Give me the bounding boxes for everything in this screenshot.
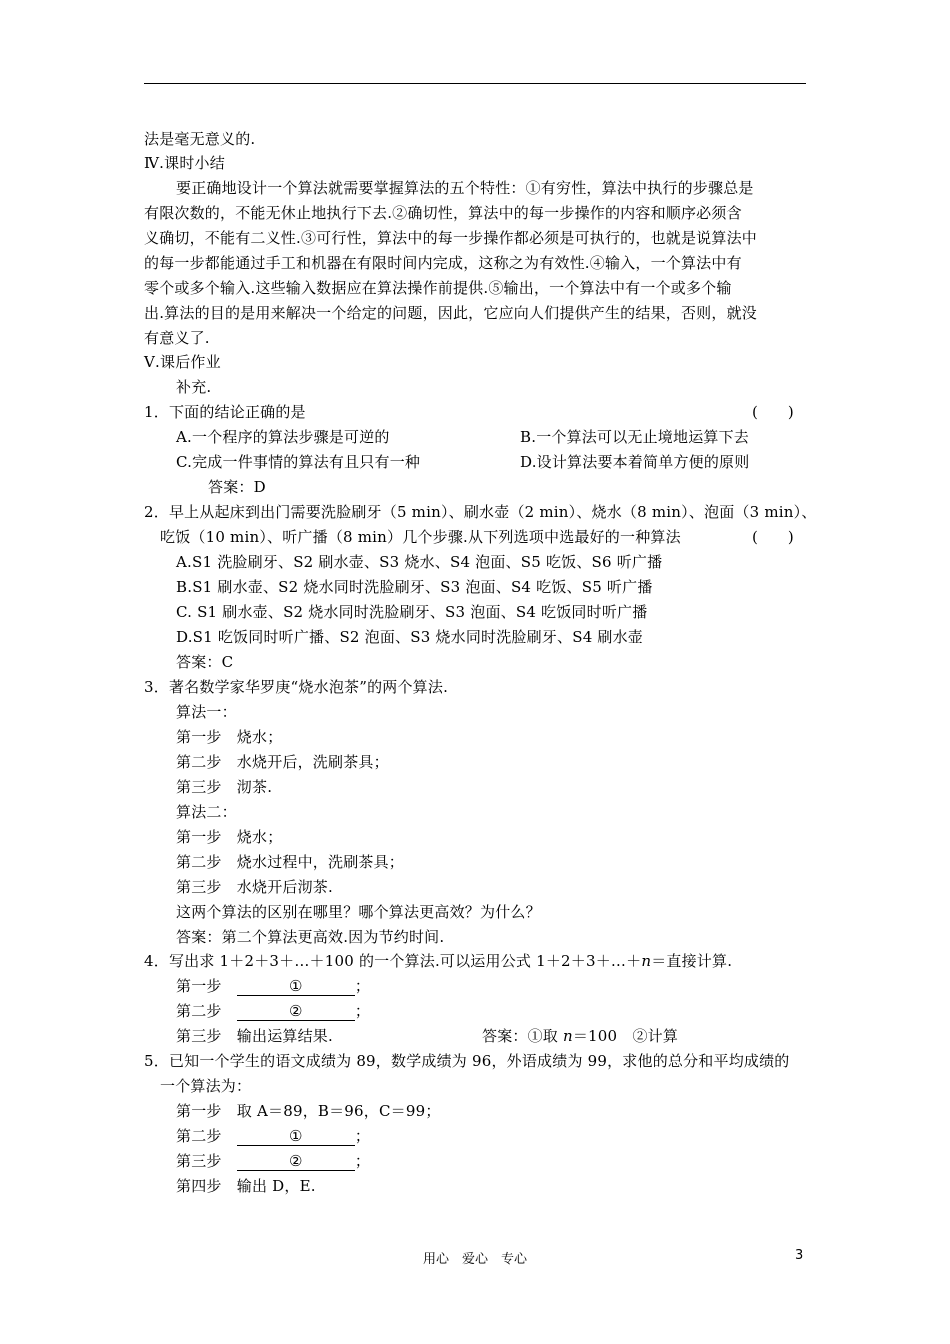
answer-4 [482,1026,678,1046]
semicolon: ； [354,1152,371,1170]
question-3: 3．著名数学家华罗庚“烧水泡茶”的两个算法. [144,678,449,696]
algorithm-title: 算法二： [176,803,237,821]
option-a: A.S1 洗脸刷牙、S2 刷水壶、S3 烧水、S4 泡面、S5 吃饭、S6 听广播 [176,553,663,571]
step-label: 第二步 [176,1002,222,1020]
text-line: 的每一步都能通过手工和机器在有限时间内完成，这称之为有效性.④输入，一个算法中有 [144,254,742,272]
option-b: B.S1 刷水壶、S2 烧水同时洗脸刷牙、S3 泡面、S4 吃饭、S5 听广播 [176,578,653,596]
text-line: 义确切，不能有二义性.③可行性，算法中的每一步操作都必须是可执行的，也就是说算法中 [144,229,757,247]
variable-n: n [641,952,652,970]
header-rule [144,83,806,84]
step-line [176,1001,370,1021]
text-line: 要正确地设计一个算法就需要掌握算法的五个特性：①有穷性，算法中执行的步骤总是 [176,179,754,197]
fill-blank-1: ① [237,977,355,996]
step-line: 第三步 沏茶. [176,778,273,796]
step-line: 第一步 烧水； [176,728,283,746]
semicolon: ； [354,1127,371,1145]
step-line: 第一步 取 A＝89，B＝96，C＝99； [176,1102,441,1120]
text-line: 补充. [176,378,212,396]
section-heading: Ⅳ.课时小结 [144,154,225,172]
text-line: 这两个算法的区别在哪里？哪个算法更高效？为什么？ [176,903,541,921]
question-2: 2．早上从起床到出门需要洗脸刷牙（5 min）、刷水壶（2 min）、烧水（8 min）、泡面（3 min）、 [144,503,817,521]
step-line: 第四步 输出 D，E. [176,1177,316,1195]
text-line: 有意义了. [144,329,210,347]
step-label: 第二步 [176,1127,222,1145]
step-line [176,1126,370,1146]
text-line: 零个或多个输入.这些输入数据应在算法操作前提供.⑤输出，一个算法中有一个或多个输 [144,279,732,297]
question-4 [144,951,732,971]
question-5-cont: 一个算法为： [160,1077,252,1095]
fill-blank-2: ② [237,1002,355,1021]
variable-n: n [562,1027,573,1045]
answer-3: 答案：第二个算法更高效.因为节约时间. [176,928,445,946]
step-line: 第二步 水烧开后，洗刷茶具； [176,753,389,771]
page-number: 3 [795,1248,804,1263]
step-line: 第三步 水烧开后沏茶. [176,878,333,896]
option-c: C. S1 刷水壶、S2 烧水同时洗脸刷牙、S3 泡面、S4 吃饭同时听广播 [176,603,648,621]
text-line: 出.算法的目的是用来解决一个给定的问题，因此，它应向人们提供产生的结果，否则，就没 [144,304,757,322]
fill-blank-1: ① [237,1127,355,1146]
option-b: B.一个算法可以无止境地运算下去 [520,428,749,446]
step-line [176,1151,370,1171]
semicolon: ； [354,977,371,995]
algorithm-title: 算法一： [176,703,237,721]
semicolon: ； [354,1002,371,1020]
option-c: C.完成一件事情的算法有且只有一种 [176,453,421,471]
step-line: 第三步 输出运算结果. [176,1027,333,1045]
step-label: 第三步 [176,1152,222,1170]
step-label: 第一步 [176,977,222,995]
section-heading: Ⅴ.课后作业 [144,353,221,371]
answer-1: 答案：D [208,478,266,496]
fill-blank-2: ② [237,1152,355,1171]
text-line: 有限次数的，不能无休止地执行下去.②确切性，算法中的每一步操作的内容和顺序必须含 [144,204,742,222]
question-5: 5．已知一个学生的语文成绩为 89，数学成绩为 96，外语成绩为 99，求他的总分和平均成绩的 [144,1052,790,1070]
step-line: 第二步 烧水过程中，洗刷茶具； [176,853,405,871]
page-footer: 用心 爱心 专心 [422,1252,527,1267]
question-1: 1．下面的结论正确的是 [144,403,306,421]
answer-paren-1: ( ) [752,403,794,421]
option-a: A.一个程序的算法步骤是可逆的 [176,428,390,446]
question-4-tail: ＝直接计算. [651,952,733,970]
step-line [176,976,370,996]
answer-4-text: 答案：①取 [482,1027,563,1045]
answer-paren-2: ( ) [752,528,794,546]
option-d: D.设计算法要本着简单方便的原则 [520,453,750,471]
answer-4-tail: ＝100 ②计算 [572,1027,679,1045]
answer-2: 答案：C [176,653,234,671]
question-2-cont: 吃饭（10 min）、听广播（8 min）几个步骤.从下列选项中选最好的一种算法 [160,528,681,546]
step-line: 第一步 烧水； [176,828,283,846]
question-4-text: 4．写出求 1＋2＋3＋…＋100 的一个算法.可以运用公式 1＋2＋3＋…＋ [144,952,642,970]
option-d: D.S1 吃饭同时听广播、S2 泡面、S3 烧水同时洗脸刷牙、S4 刷水壶 [176,628,644,646]
text-line: 法是毫无意义的. [144,130,256,148]
